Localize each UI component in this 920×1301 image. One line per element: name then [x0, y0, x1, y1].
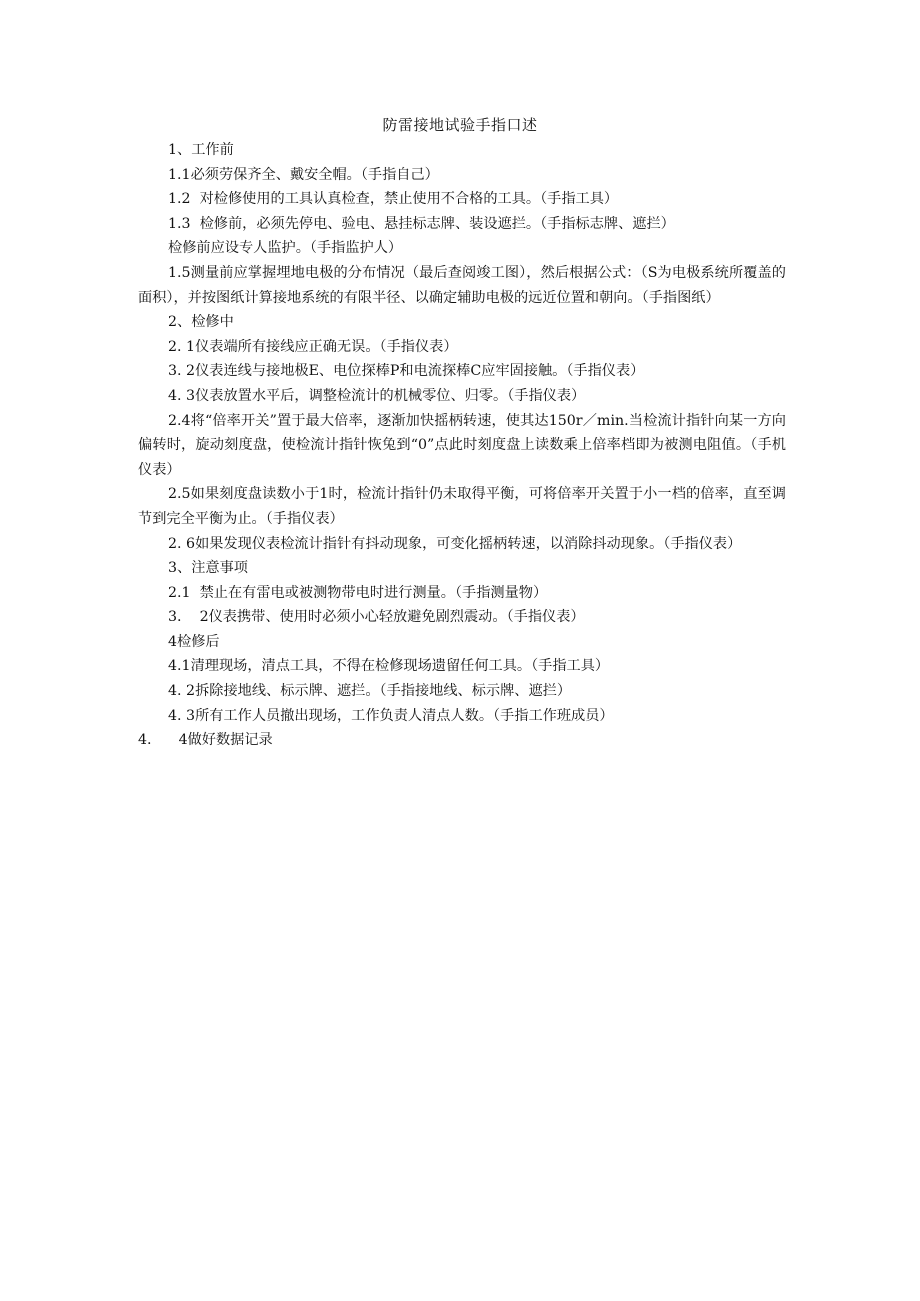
- section-heading-precautions: 3、注意事项: [168, 560, 248, 577]
- paragraph-4-3: 4. 3所有工作人员撤出现场，工作负责人清点人数。（手指工作班成员）: [168, 707, 614, 724]
- paragraph-2-3: 4. 3仪表放置水平后，调整检流计的机械零位、归零。（手指仪表）: [168, 387, 586, 404]
- document-body: [138, 138, 786, 753]
- paragraph-2-5: 2.5如果刻度盘读数小于1时，检流计指针仍未取得平衡，可将倍率开关置于小一档的倍率，直至调节到完全平衡为止。（手指仪表）: [138, 486, 786, 527]
- paragraph-2-1: 2. 1仪表端所有接线应正确无误。（手指仪表）: [168, 338, 458, 355]
- paragraph-3-1: 2.1 禁止在有雷电或被测物带电时进行测量。（手指测量物）: [168, 584, 548, 601]
- paragraph-2-2: 3. 2仪表连线与接地极E、电位探棒P和电流探棒C应牢固接触。（手指仪表）: [168, 363, 645, 380]
- section-heading-during-work: 2、检修中: [168, 314, 234, 331]
- section-heading-after-work: 4检修后: [168, 633, 220, 650]
- paragraph-1-2: 1.2 对检修使用的工具认真检查，禁止使用不合格的工具。（手指工具）: [168, 191, 619, 208]
- section-heading-before-work: 1、工作前: [168, 142, 234, 158]
- paragraph-4-1: 4.1清理现场，清点工具，不得在检修现场遗留任何工具。（手指工具）: [168, 658, 610, 675]
- document-title: 防雷接地试验手指口述: [382, 116, 538, 134]
- paragraph-4-2: 4. 2拆除接地线、标示牌、遮拦。（手指接地线、标示牌、遮拦）: [168, 683, 572, 700]
- paragraph-2-6: 2. 6如果发现仪表检流计指针有抖动现象，可变化摇柄转速，以消除抖动现象。（手指仪表）: [168, 535, 742, 552]
- paragraph-1-5: 1.5测量前应掌握埋地电极的分布情况（最后查阅竣工图），然后根据公式：（S为电极系统所覆盖的面积），并按图纸计算接地系统的有限半径、以确定辅助电极的远近位置和朝向。（手指图纸）: [138, 264, 786, 306]
- paragraph-supervisor: 检修前应设专人监护。（手指监护人）: [168, 240, 403, 257]
- paragraph-3-2: 3. 2仪表携带、使用时必须小心轻放避免剧烈震动。（手指仪表）: [168, 609, 585, 626]
- paragraph-2-4: 2.4将“倍率开关”置于最大倍率，逐渐加快摇柄转速，使其达150r／min.当检流计指针向某一方向偏转时，旋动刻度盘，使检流计指针恢兔到“0”点此时刻度盘上读数乘上倍率档即为被测电阻值。（手机仪表）: [138, 412, 786, 478]
- paragraph-4-4: 4. 4做好数据记录: [138, 732, 273, 749]
- paragraph-1-3: 1.3 检修前，必须先停电、验电、悬挂标志牌、装设遮拦。（手指标志牌、遮拦）: [168, 215, 675, 232]
- paragraph-1-1: 1.1必须劳保齐全、戴安全帽。（手指自己）: [168, 166, 439, 183]
